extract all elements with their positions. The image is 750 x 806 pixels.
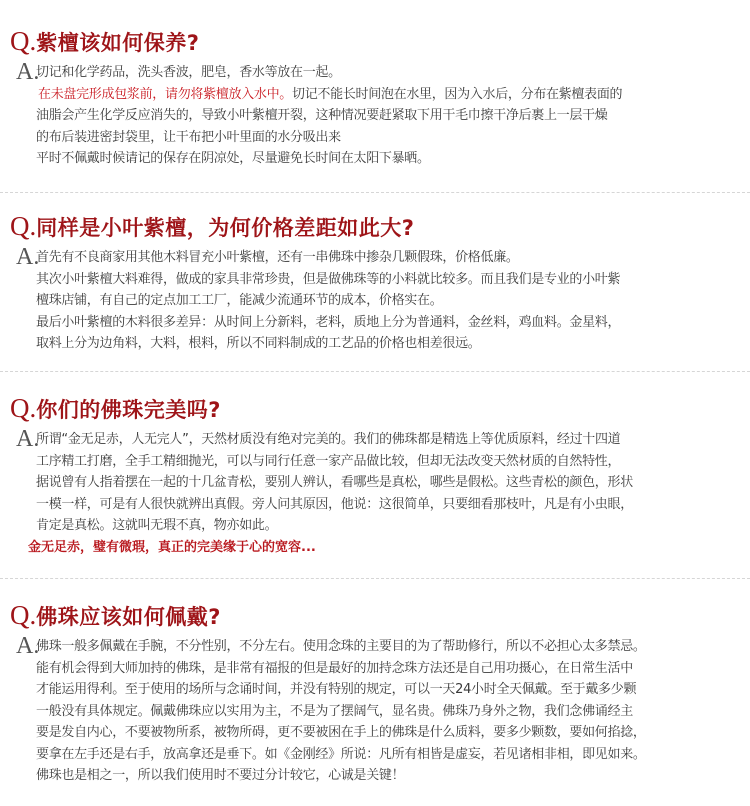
answer-text — [36, 62, 744, 170]
answer-line: 一模一样，可是有人很快就辨出真假。旁人问其原因，他说：这很简单，只要细看那枝叶，凡是有小虫眼， — [36, 496, 633, 512]
answer-line: 所谓“金无足赤，人无完人”，天然材质没有绝对完美的。我们的佛珠都是精选上等优质原料，经过十四道 — [36, 432, 621, 447]
question-text: 佛珠应该如何佩戴? — [36, 605, 221, 629]
section-divider — [0, 371, 750, 372]
answer-line: 取料上分为边角料，大料，根料，所以不同料制成的工艺品的价格也相差很远。 — [36, 336, 481, 351]
answer-line-rest: 切记不能长时间泡在水里，因为入水后，分布在紫檀表面的 — [292, 86, 623, 102]
question-text: 紫檀该如何保养? — [36, 31, 200, 55]
answer-line: 切记和化学药品，洗头香波，肥皂，香水等放在一起。 — [36, 65, 341, 80]
answer-line — [36, 84, 744, 106]
answer-line: 佛珠也是相之一，所以我们使用时不要过分计较它，心诚是关键！ — [36, 768, 405, 783]
answer-line: 平时不佩戴时候请记的保存在阴凉处，尽量避免长时间在太阳下暴晒。 — [36, 151, 430, 166]
answer-line: 一般没有具体规定。佩戴佛珠应以实用为主，不是为了摆阔气，显名贵。佛珠乃身外之物，我们念佛诵经主 — [36, 703, 633, 719]
answer-line: 肯定是真松。这就叫无瑕不真，物亦如此。 — [36, 518, 278, 533]
section-divider — [0, 578, 750, 579]
q-prefix: Q. — [10, 211, 37, 241]
answer-line: 的布后装进密封袋里，让干布把小叶里面的水分吸出来 — [36, 129, 341, 145]
motto-text: 金无足赤，璧有微瑕，真正的完美缘于心的宽容... — [28, 540, 316, 555]
section-divider — [0, 192, 750, 193]
question-text: 你们的佛珠完美吗? — [36, 398, 221, 422]
answer-text — [36, 247, 744, 355]
a-prefix: A. — [16, 59, 40, 85]
answer-line: 油脂会产生化学反应消失的，导致小叶紫檀开裂，这种情况要赶紧取下用干毛巾擦干净后裹上一层干燥 — [36, 108, 608, 123]
answer-line: 最后小叶紫檀的木料很多差异：从时间上分新料，老料，质地上分为普通料，金丝料，鸡血料。金星料， — [36, 314, 621, 330]
answer-line: 能有机会得到大师加持的佛珠，是非常有福报的但是最好的加持念珠方法还是自己用功摄心，在日常生活中 — [36, 660, 633, 676]
question-heading — [10, 24, 199, 58]
answer-line: 檀珠店铺，有自己的定点加工工厂，能减少流通环节的成本，价格实在。 — [36, 293, 443, 308]
q-prefix: Q. — [10, 600, 37, 630]
question-heading — [10, 391, 221, 425]
answer-line: 据说曾有人指着摆在一起的十几盆青松，要别人辨认，看哪些是真松，哪些是假松。这些青松的颜色，形状 — [36, 475, 633, 490]
q-prefix: Q. — [10, 26, 37, 56]
answer-line: 才能运用得利。至于使用的场所与念诵时间，并没有特别的规定，可以一天24小时全天佩戴。至于戴多少颗 — [36, 682, 637, 697]
answer-text — [36, 429, 744, 537]
answer-line: 要拿在左手还是右手，放高拿还是垂下。如《金刚经》所说：凡所有相皆是虚妄，若见诸相非相，即见如来。 — [36, 746, 646, 762]
answer-line: 佛珠一般多佩戴在手腕，不分性别，不分左右。使用念珠的主要目的为了帮助修行，所以不必担心太多禁忌。 — [36, 639, 646, 654]
question-text: 同样是小叶紫檀，为何价格差距如此大? — [36, 216, 415, 240]
q-prefix: Q. — [10, 393, 37, 423]
warning-text: 在未盘完形成包浆前，请勿将紫檀放入水中。 — [38, 86, 293, 102]
answer-line: 要是发自内心，不要被物所系，被物所碍，更不要被困在手上的佛珠是什么质料，要多少颗数，要如何掐捻， — [36, 725, 646, 740]
answer-text — [36, 636, 744, 787]
answer-line: 其次小叶紫檀大料难得，做成的家具非常珍贵，但是做佛珠等的小料就比较多。而且我们是专业的小叶紫 — [36, 271, 621, 287]
a-prefix: A. — [16, 244, 40, 270]
answer-line: 工序精工打磨，全手工精细抛光，可以与同行任意一家产品做比较，但却无法改变天然材质的自然特性， — [36, 453, 621, 469]
a-prefix: A. — [16, 633, 40, 659]
a-prefix: A. — [16, 426, 40, 452]
answer-line: 首先有不良商家用其他木料冒充小叶紫檀，还有一串佛珠中掺杂几颗假珠，价格低廉。 — [36, 250, 519, 265]
question-heading — [10, 598, 221, 632]
question-heading — [10, 209, 414, 243]
